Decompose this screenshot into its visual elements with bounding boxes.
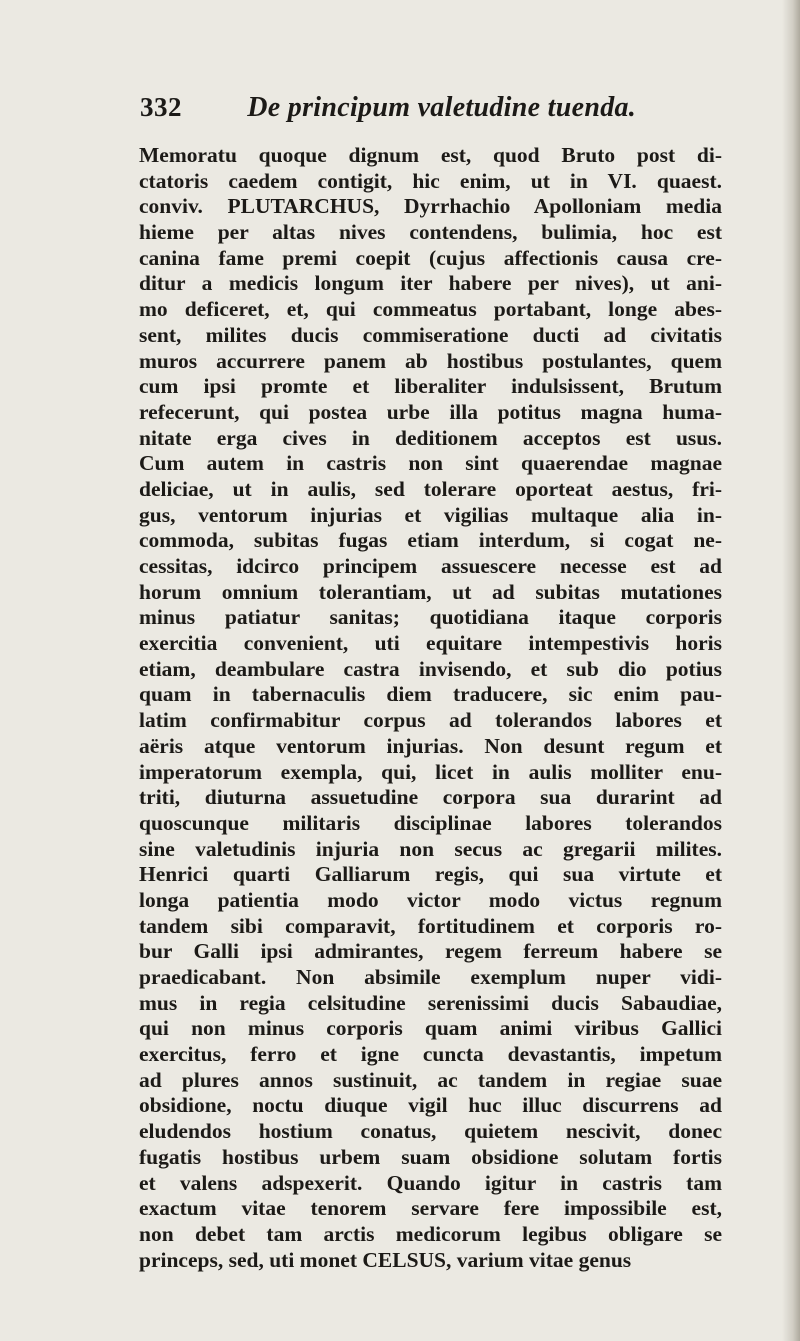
text-line: quoscunque militaris disciplinae labores tolerandos (139, 810, 722, 835)
text-line: aëris atque ventorum injurias. Non desunt regum et (139, 733, 722, 758)
text-line: canina fame premi coepit (cujus affectionis causa cre- (139, 245, 722, 270)
text-line: eludendos hostium conatus, quietem nescivit, donec (139, 1119, 722, 1144)
text-line: princeps, sed, uti monet CELSUS, varium vitae genus (139, 1247, 632, 1272)
text-line: praedicabant. Non absimile exemplum nuper vidi- (139, 965, 722, 989)
text-line: cessitas, idcirco principem assuescere necesse est ad (139, 554, 722, 578)
text-line: obsidione, noctu diuque vigil huc illuc discurrens ad (139, 1093, 722, 1118)
text-line: sent, milites ducis commiseratione ducti ad civitatis (139, 322, 722, 347)
text-line: fugatis hostibus urbem suam obsidione solutam fortis (139, 1144, 722, 1169)
text-line: sine valetudinis injuria non secus ac gregarii milites. (139, 836, 722, 861)
text-line: Henrici quarti Galliarum regis, qui sua virtute et (139, 862, 722, 887)
text-line: horum omnium tolerantiam, ut ad subitas mutationes (139, 579, 722, 604)
text-line: triti, diuturna assuetudine corpora sua durarint ad (139, 785, 722, 810)
text-line: deliciae, ut in aulis, sed tolerare oporteat aestus, fri- (139, 476, 722, 501)
text-line: Memoratu quoque dignum est, quod Bruto post di- (139, 143, 722, 167)
text-line: refecerunt, qui postea urbe illa potitus magna huma- (139, 399, 722, 424)
text-line: mus in regia celsitudine serenissimi ducis Sabaudiae, (139, 990, 722, 1015)
text-line: muros accurrere panem ab hostibus postulantes, quem (139, 348, 722, 373)
text-line: conviv. PLUTARCHUS, Dyrrhachio Apolloniam media (139, 194, 722, 219)
text-line: exercitus, ferro et igne cuncta devastantis, impetum (139, 1042, 722, 1067)
text-line: cum ipsi promte et liberaliter indulsissent, Brutum (139, 374, 722, 399)
text-line: qui non minus corporis quam animi viribus Gallici (139, 1016, 722, 1041)
text-line: commoda, subitas fugas etiam interdum, si cogat ne- (139, 528, 722, 553)
text-line: imperatorum exempla, qui, licet in aulis molliter enu- (139, 759, 722, 784)
text-line: hieme per altas nives contendens, bulimia, hoc est (139, 220, 722, 245)
page-edge-shadow (782, 0, 800, 1341)
text-line: minus patiatur sanitas; quotidiana itaque corporis (139, 605, 722, 630)
text-line: gus, ventorum injurias et vigilias multaque alia in- (139, 502, 722, 527)
text-line: ditur a medicis longum iter habere per nives), ut ani- (139, 271, 722, 296)
text-line: mo deficeret, et, qui commeatus portabant, longe abes- (139, 297, 722, 322)
text-line: latim confirmabitur corpus ad tolerandos labores et (139, 708, 722, 733)
text-line: exactum vitae tenorem servare fere impossibile est, (139, 1196, 722, 1221)
body-text (139, 143, 722, 1273)
text-line: et valens adspexerit. Quando igitur in castris tam (139, 1170, 722, 1195)
text-line: exercitia convenient, uti equitare intempestivis horis (139, 631, 722, 656)
text-line: non debet tam arctis medicorum legibus obligare se (139, 1221, 722, 1246)
text-line: tandem sibi comparavit, fortitudinem et corporis ro- (139, 913, 722, 938)
text-line: longa patientia modo victor modo victus regnum (139, 887, 722, 912)
text-line: Cum autem in castris non sint quaerendae magnae (139, 451, 722, 476)
text-line: etiam, deambulare castra invisendo, et sub dio potius (139, 656, 722, 681)
text-line: bur Galli ipsi admirantes, regem ferreum habere se (139, 939, 722, 964)
text-line: ctatoris caedem contigit, hic enim, ut in VI. quaest. (139, 168, 722, 193)
text-line: ad plures annos sustinuit, ac tandem in regiae suae (139, 1067, 722, 1092)
text-line: quam in tabernaculis diem traducere, sic enim pau- (139, 682, 722, 707)
running-title: De principum valetudine tuenda. (247, 92, 637, 123)
page-number: 332 (140, 92, 182, 122)
text-line: nitate erga cives in deditionem acceptos est usus. (139, 425, 722, 450)
page-header (140, 92, 720, 126)
